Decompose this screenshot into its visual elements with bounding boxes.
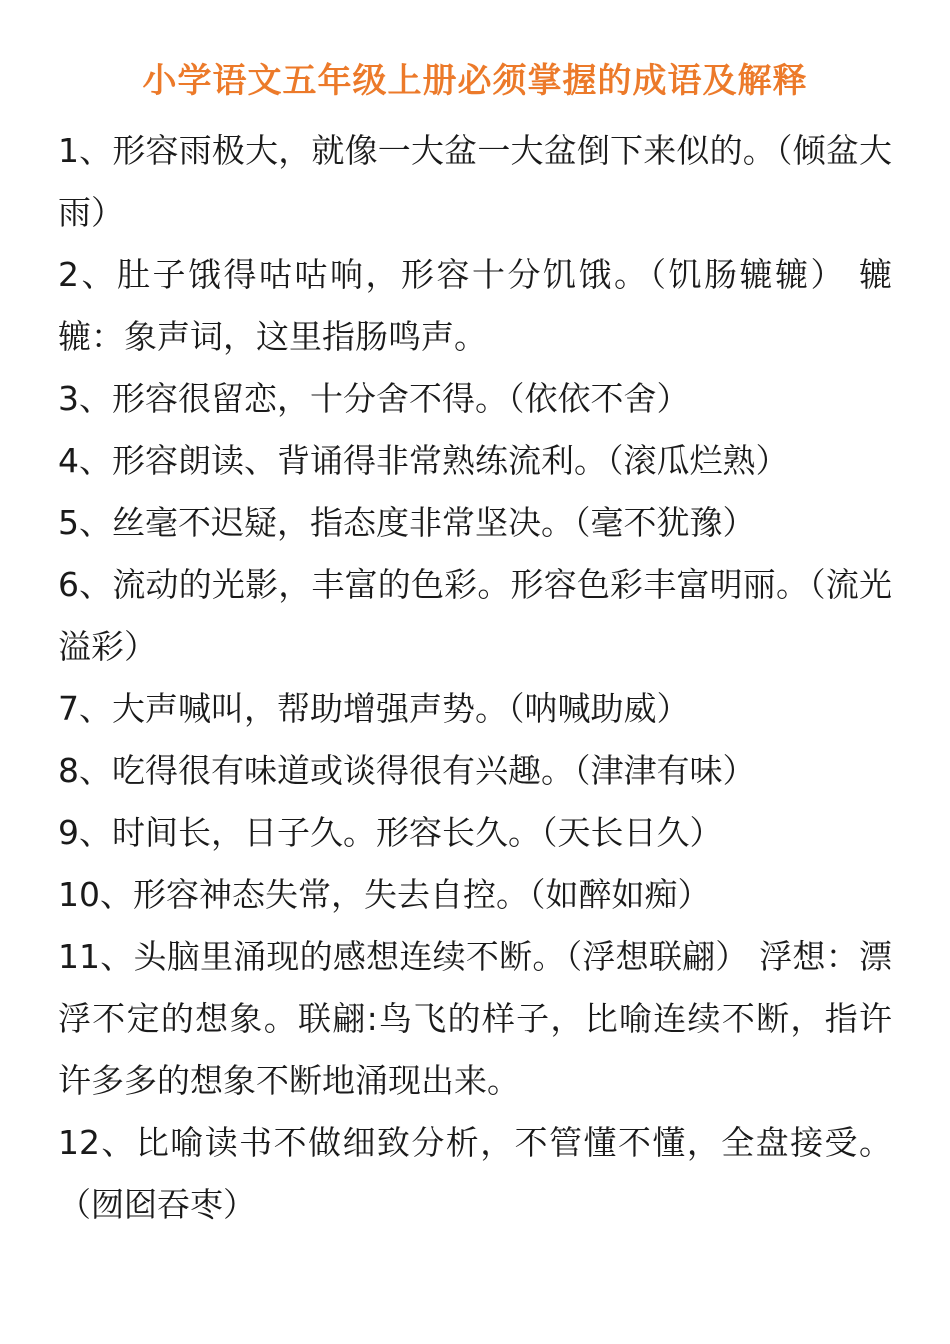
idiom-item-2: 2、肚子饿得咕咕响，形容十分饥饿。（饥肠辘辘） 辘辘：象声词，这里指肠鸣声。 [58,255,892,356]
idiom-item-9: 9、时间长，日子久。形容长久。（天长日久） [58,813,723,852]
idiom-item-5: 5、丝毫不迟疑，指态度非常坚决。（毫不犹豫） [58,503,756,542]
idiom-item-1: 1、形容雨极大，就像一大盆一大盆倒下来似的。（倾盆大雨） [58,131,892,232]
idiom-item-4: 4、形容朗读、背诵得非常熟练流利。（滚瓜烂熟） [58,441,789,480]
idiom-item-8: 8、吃得很有味道或谈得很有兴趣。（津津有味） [58,751,756,790]
idiom-item-7: 7、大声喊叫，帮助增强声势。（呐喊助威） [58,689,690,728]
idiom-item-12: 12、比喻读书不做细致分析，不管懂不懂，全盘接受。（囫囵吞枣） [58,1123,892,1224]
idiom-item-3: 3、形容很留恋，十分舍不得。（依依不舍） [58,379,690,418]
idiom-item-10: 10、形容神态失常，失去自控。（如醉如痴） [58,875,711,914]
idiom-list [58,120,892,1236]
page-title: 小学语文五年级上册必须掌握的成语及解释 [142,61,808,101]
idiom-item-6: 6、流动的光影，丰富的色彩。形容色彩丰富明丽。（流光溢彩） [58,565,892,666]
idiom-item-11: 11、头脑里涌现的感想连续不断。（浮想联翩） 浮想：漂浮不定的想象。联翩:鸟飞的样子，比喻连续不断，指许许多多的想象不断地涌现出来。 [58,937,892,1100]
